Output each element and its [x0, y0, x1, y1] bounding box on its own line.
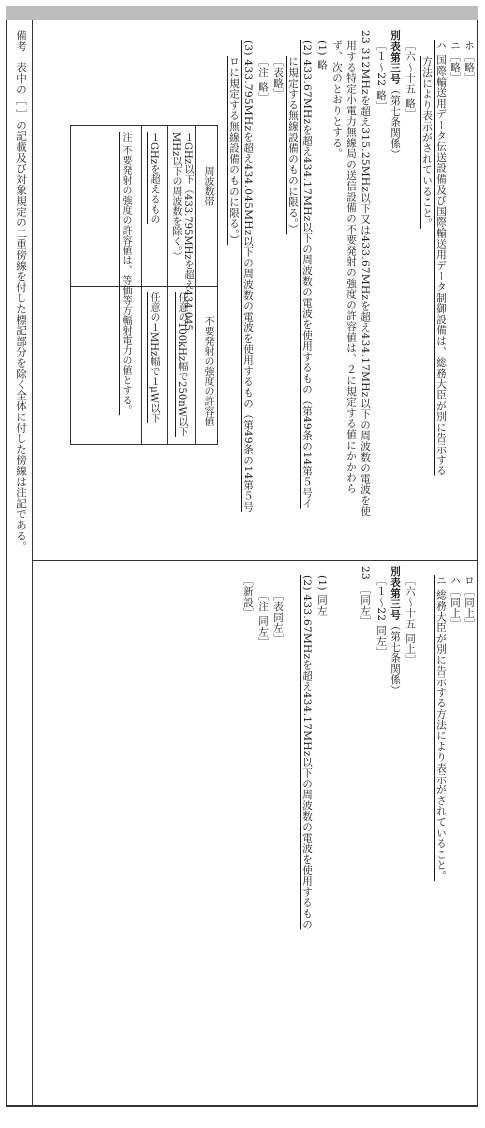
table-row2-band: １GHzを超えるもの	[148, 132, 159, 224]
table-row1-band: １GHz以下（433.795MHzを超え434.045	[182, 132, 193, 331]
upper-sub1: (1) 略	[316, 40, 328, 71]
upper-beppyo	[388, 30, 401, 160]
upper-ni: ニ［略］	[449, 40, 461, 84]
lower-ha: ハ［同上］	[449, 575, 461, 629]
upper-item23-a: 23 312MHzを超え315.25MHz以下又は433.67MHzを超え434.17MHz以下の周波数の電波を使	[359, 30, 371, 517]
lower-ro: ロ［同上］	[463, 575, 475, 629]
table-row-line	[71, 286, 217, 287]
table-row2-limit: 任意の１MHz幅で１μW以下	[148, 292, 159, 424]
note-column-divider	[32, 20, 33, 1106]
upper-sub3-b: ロに規定する無線設備のものに限る。）	[228, 56, 240, 246]
table-row1-limit: 任意の100kHz幅で250nW以下	[176, 292, 187, 437]
table-col-line	[195, 126, 196, 444]
upper-item23-b: 用する特定小電力無線局の送信設備の不要発射の強度の許容値は、２に規定する値にかかわら	[345, 40, 357, 494]
upper-sub3-a: (3) 433.795MHzを超え434.045MHz以下の周波数の電波を使用するもの（第49条の14第５号	[242, 40, 254, 512]
table-note: 注 不要発射の強度の許容値は、等価等方輻射電力の値とする。	[120, 132, 131, 416]
upper-sub2-b: に規定する無線設備のものに限る。）	[287, 56, 299, 235]
upper-ho: ホ［略］	[463, 40, 475, 84]
upper-table-omitted: ［表略］	[272, 56, 284, 100]
upper-beppyo-title: 別表第三号	[389, 30, 401, 84]
lower-table-same: ［表同左］	[272, 590, 284, 644]
lower-range-6-15: ［六～十五 同上］	[404, 575, 416, 666]
upper-item23-c: ず、次のとおりとする。	[331, 40, 343, 159]
emission-limit-table	[70, 125, 218, 445]
biko-label: 備考	[15, 30, 27, 52]
upper-note-omitted: ［注 略］	[257, 56, 269, 103]
table-row1-band-cont: MHz以下の周波数を除く。）	[170, 132, 181, 262]
lower-newly-established: ［新設］	[242, 575, 254, 619]
lower-beppyo	[388, 566, 401, 696]
biko-text: 表中の［ ］の記載及び対象規定の二重傍線を付した標記部分を除く全体に付した傍線は注記である。	[15, 62, 27, 552]
upper-ha: ハ 国際輸送用データ伝送設備及び国際輸送用データ制御設備は、総務大臣が別に告示する	[435, 40, 447, 476]
table-header-limit: 不要発射の強度の許容値	[202, 316, 213, 426]
upper-sub2-a: (2) 433.67MHzを超え434.17MHz以下の周波数の電波を使用するもの（第49条の14第５号イ	[301, 40, 313, 509]
table-header-band: 周波数帯	[202, 166, 213, 206]
table-col-line	[167, 126, 168, 444]
upper-beppyo-relation: （第七条関係）	[389, 84, 401, 160]
lower-note-same: ［注 同左］	[257, 590, 269, 648]
upper-range-1-22: ［１～22 略］	[375, 40, 387, 112]
lower-item23: 23 ［同左］	[359, 566, 371, 627]
lower-beppyo-relation: （第七条関係）	[389, 620, 401, 696]
header-band	[6, 6, 478, 20]
comparison-divider	[32, 560, 478, 561]
lower-beppyo-title: 別表第三号	[389, 566, 401, 620]
lower-ni: ニ 総務大臣が別に告示する方法により表示がされていること。	[435, 575, 447, 882]
lower-sub1: (1) 同左	[316, 575, 328, 617]
lower-range-1-22: ［１～22 同左］	[375, 575, 387, 658]
upper-ha-cont: 方法により表示がされていること。	[421, 56, 433, 229]
table-col-line	[141, 126, 142, 444]
bottom-rule	[6, 1106, 478, 1107]
lower-sub2: (2) 433.67MHzを超え434.17MHz以下の周波数の電波を使用するもの	[301, 575, 313, 930]
upper-range-6-15: ［六～十五 略］	[404, 40, 416, 120]
